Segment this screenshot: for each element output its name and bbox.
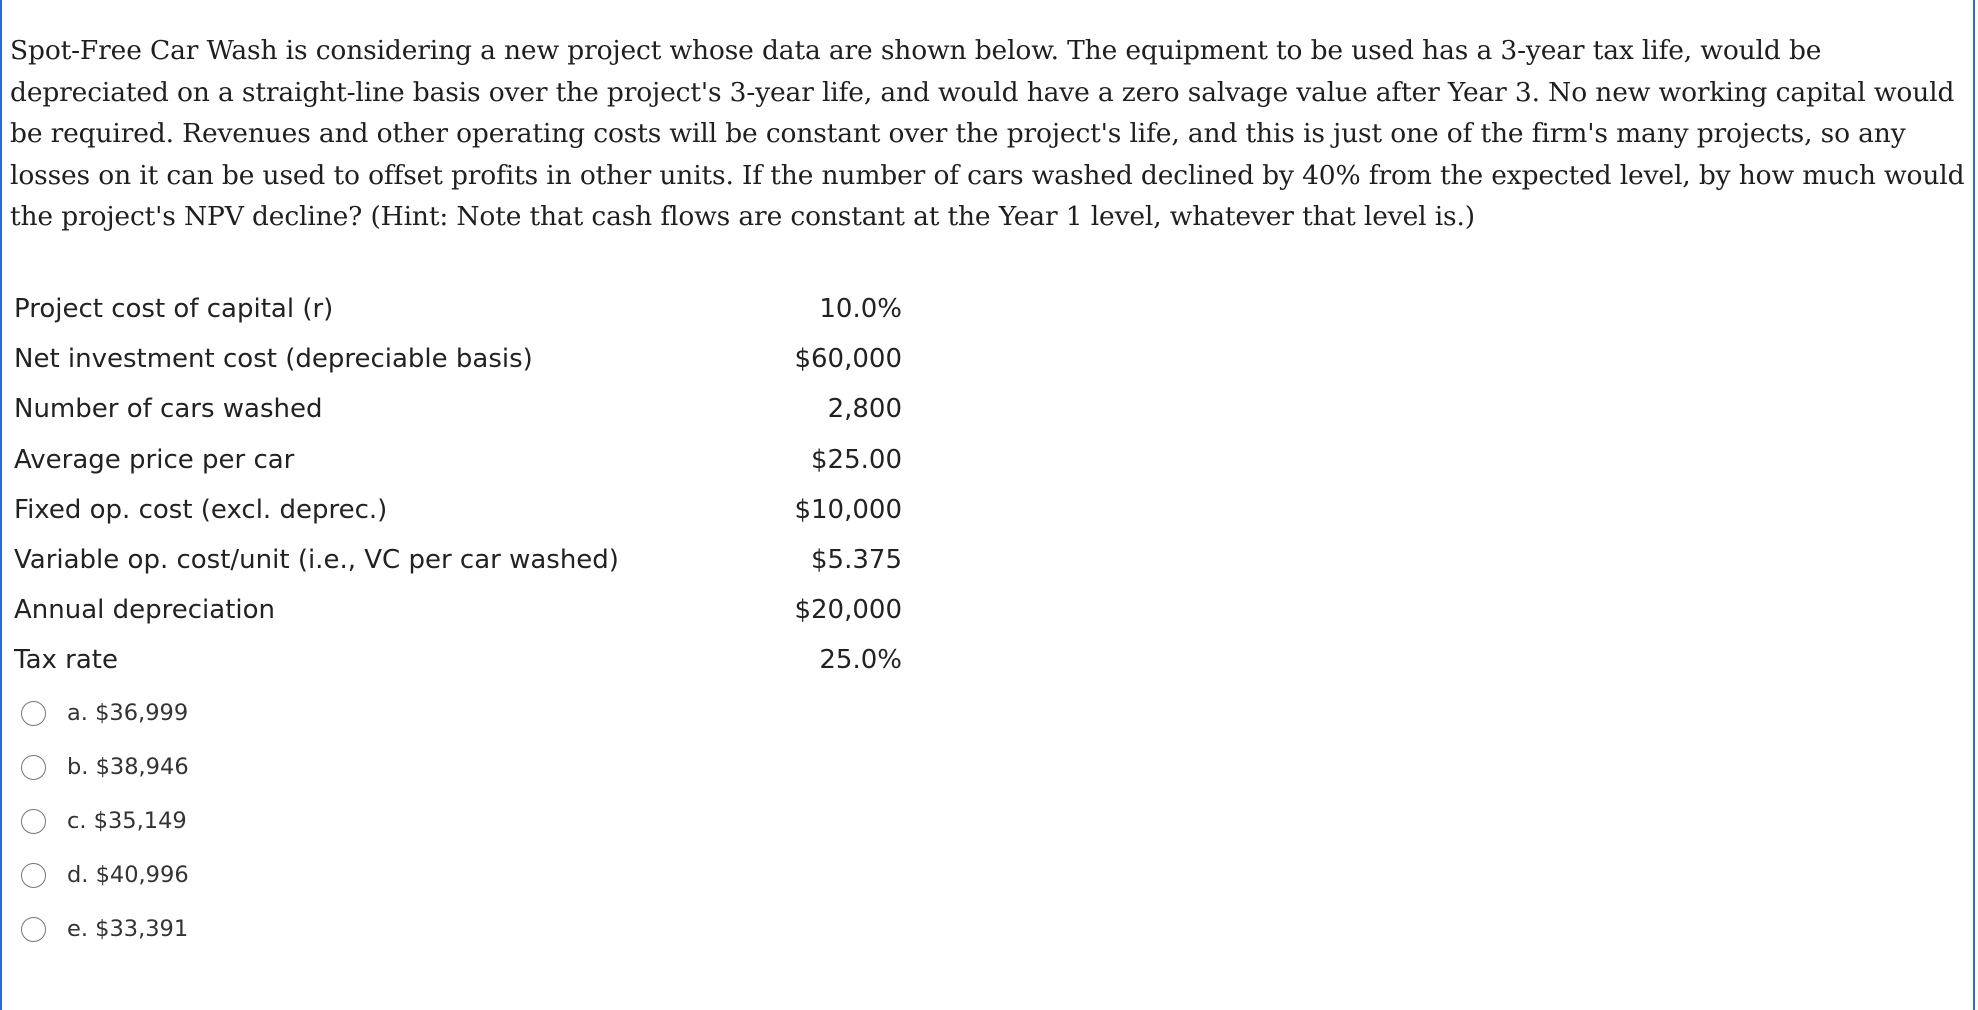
radio-button-e[interactable]	[21, 917, 46, 942]
row-value: 2,800	[827, 394, 902, 425]
row-value: $20,000	[794, 595, 902, 626]
table-row	[14, 535, 904, 585]
answer-options	[21, 686, 189, 956]
row-label: Average price per car	[14, 444, 295, 475]
row-label: Annual depreciation	[14, 595, 276, 626]
row-label: Net investment cost (depreciable basis)	[14, 344, 533, 375]
radio-button-c[interactable]	[21, 809, 46, 834]
answer-label-d[interactable]: d. $40,996	[67, 862, 189, 888]
answer-label-b[interactable]: b. $38,946	[67, 754, 189, 780]
row-value: 10.0%	[819, 294, 902, 325]
radio-button-b[interactable]	[21, 755, 46, 780]
table-row	[14, 435, 904, 485]
radio-button-d[interactable]	[21, 863, 46, 888]
answer-label-e[interactable]: e. $33,391	[67, 916, 189, 942]
table-row	[14, 485, 904, 535]
row-value: $5.375	[811, 545, 902, 576]
table-row	[14, 635, 904, 685]
answer-option-c[interactable]	[21, 794, 189, 848]
answer-option-b[interactable]	[21, 740, 189, 794]
data-table	[14, 284, 904, 686]
answer-label-a[interactable]: a. $36,999	[67, 700, 189, 726]
question-text: Spot-Free Car Wash is considering a new project whose data are shown below. The equipment to be used has a 3-year tax life, would be depreciated on a straight-line basis over the project's 3-year life, and would have a zero salvage value after Year 3. No new working capital would be required. Revenues and other operating costs will be constant over the project's life, and this is just one of the firm's many projects, so any losses on it can be used to offset profits in other units. If the number of cars washed declined by 40% from the expected level, by how much would the project's NPV decline? (Hint: Note that cash flows are constant at the Year 1 level, whatever that level is.)	[10, 35, 1965, 232]
table-row	[14, 585, 904, 635]
row-label: Tax rate	[14, 645, 118, 676]
answer-label-c[interactable]: c. $35,149	[67, 808, 187, 834]
table-row	[14, 284, 904, 334]
answer-option-d[interactable]	[21, 848, 189, 902]
row-value: $25.00	[811, 444, 902, 475]
row-value: $60,000	[794, 344, 902, 375]
row-label: Project cost of capital (r)	[14, 294, 334, 325]
row-value: $10,000	[794, 494, 902, 525]
answer-option-e[interactable]	[21, 902, 189, 956]
row-label: Variable op. cost/unit (i.e., VC per car washed)	[14, 545, 619, 576]
row-label: Number of cars washed	[14, 394, 323, 425]
row-value: 25.0%	[819, 645, 902, 676]
row-label: Fixed op. cost (excl. deprec.)	[14, 494, 388, 525]
answer-option-a[interactable]	[21, 686, 189, 740]
table-row	[14, 384, 904, 434]
table-row	[14, 334, 904, 384]
radio-button-a[interactable]	[21, 701, 46, 726]
